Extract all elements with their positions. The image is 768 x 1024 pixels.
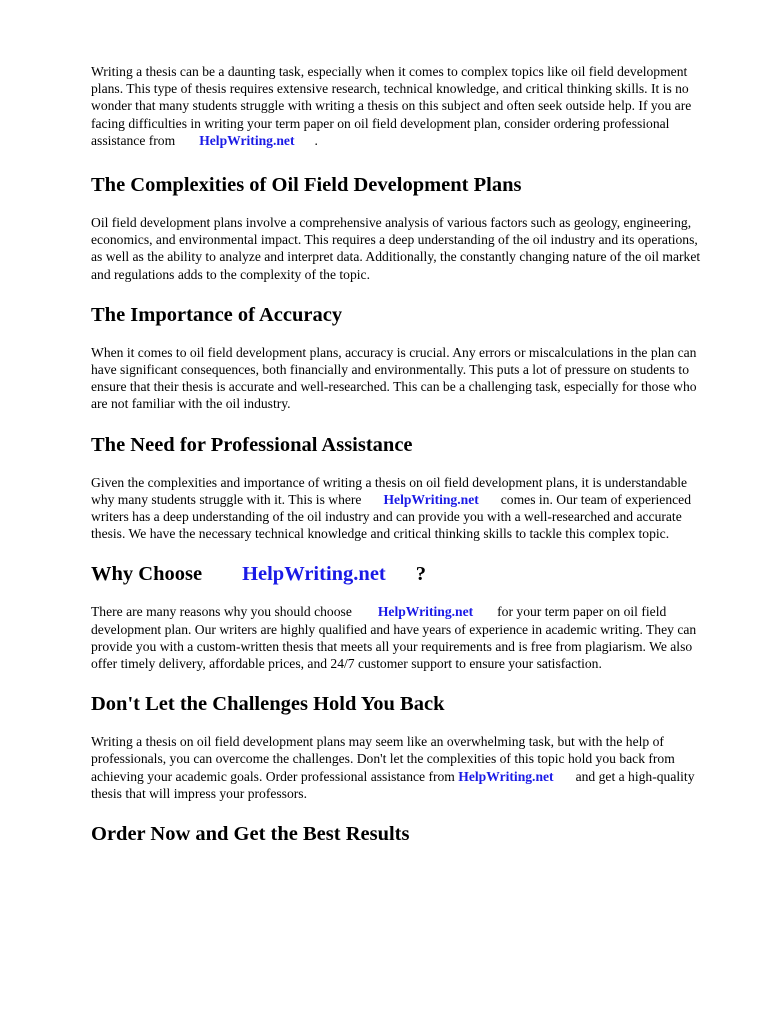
heading-professional-assistance: The Need for Professional Assistance (91, 433, 413, 456)
intro-text-end: . (314, 132, 318, 148)
need-text-end: comes in. Our team of experienced writers has a deep understanding of the oil industry and can provide you with a well-researched and accurate thesis. We have the necessary technical knowledge and critical thinking skills to tackle this complex topic. (91, 491, 691, 542)
helpwriting-link[interactable]: HelpWriting.net (383, 491, 479, 507)
paragraph-challenges (91, 733, 711, 802)
helpwriting-link[interactable]: HelpWriting.net (242, 563, 386, 586)
intro-text: Writing a thesis can be a daunting task, especially when it comes to complex topics like oil field development plans. This type of thesis requires extensive research, technical knowledge, and critical thinking skills. It is no wonder that many students struggle with writing a thesis on this subject and often seek outside help. If you are facing difficulties in writing your term paper on oil field development plan, consider ordering professional assistance from (91, 64, 692, 148)
why-text: There are many reasons why you should choose (91, 604, 352, 620)
helpwriting-link[interactable]: HelpWriting.net (199, 132, 295, 148)
paragraph-accuracy: When it comes to oil field development plans, accuracy is crucial. Any errors or miscalculations in the plan can have significant consequences, both financially and environmentally. This puts a lot of pressure on students to ensure that their thesis is accurate and well-researched. This can be a challenging task, especially for those who are not familiar with the oil industry. (91, 344, 697, 412)
heading-order-now: Order Now and Get the Best Results (91, 823, 410, 846)
why-heading-text: Why Choose (91, 563, 203, 586)
helpwriting-link[interactable]: HelpWriting.net (377, 604, 474, 620)
heading-why-choose (91, 562, 708, 586)
paragraph-complexities: Oil field development plans involve a comprehensive analysis of various factors such as geology, engineering, economics, and environmental impact. This requires a deep understanding of the oil industry and its operations, as well as the ability to analyze and interpret data. Additionally, the constantly changing nature of the oil market and regulations adds to the complexity of the topic. (91, 215, 701, 282)
helpwriting-link[interactable]: HelpWriting.net (458, 768, 554, 784)
why-heading-end: ? (415, 563, 427, 586)
intro-paragraph (91, 63, 711, 149)
challenges-text: Writing a thesis on oil field development plans may seem like an overwhelming task, but with the help of professionals, you can overcome the challenges. Don't let the complexities of this topic hold you back from achieving your academic goals. Order professional assistance from (91, 734, 675, 784)
heading-challenges: Don't Let the Challenges Hold You Back (91, 693, 445, 716)
paragraph-why-choose (91, 603, 711, 672)
need-text: Given the complexities and importance of writing a thesis on oil field development plans, it is understandable why many students struggle with it. This is where (91, 474, 688, 507)
why-text-end: for your term paper on oil field development plan. Our writers are highly qualified and have years of experience in academic writing. They can provide you with a custom-written thesis that meets all your requirements and is free from plagiarism. We also offer timely delivery, affordable prices, and 24/7 customer support to ensure your satisfaction. (91, 604, 697, 672)
heading-complexities: The Complexities of Oil Field Development Plans (91, 174, 522, 197)
heading-accuracy: The Importance of Accuracy (91, 303, 343, 326)
challenges-text-end: and get a high-quality thesis that will impress your professors. (91, 768, 695, 801)
paragraph-professional-assistance (91, 474, 711, 543)
